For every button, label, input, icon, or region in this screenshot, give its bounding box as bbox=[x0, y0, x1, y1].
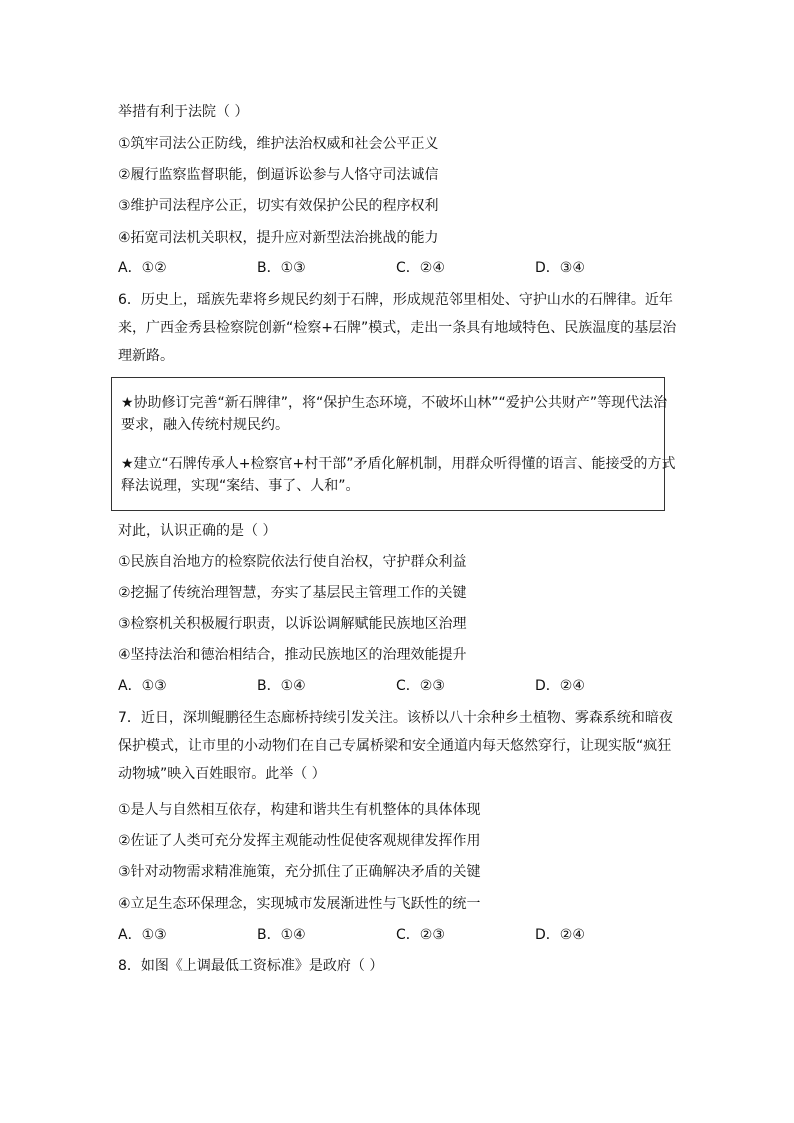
q7-statement-3: ③针对动物需求精准施策，充分抓住了正确解决矛盾的关键 bbox=[118, 864, 481, 880]
q5-statement-3: ③维护司法程序公正，切实有效保护公民的程序权利 bbox=[118, 198, 439, 214]
q5-option-d[interactable]: D．③④ bbox=[535, 260, 585, 276]
q5-statement-2: ②履行监察监督职能，倒逼诉讼参与人恪守司法诚信 bbox=[118, 167, 439, 183]
q5-option-a[interactable]: A．①② bbox=[118, 260, 167, 276]
q5-statement-1: ①筑牢司法公正防线，维护法治权威和社会公平正义 bbox=[118, 136, 439, 152]
q6-box-line-2: 要求，融入传统村规民约。 bbox=[121, 417, 289, 433]
q7-stem-line-1: 7．近日，深圳鲲鹏径生态廊桥持续引发关注。该桥以八十余种乡土植物、雾森系统和暗夜 bbox=[118, 710, 673, 726]
q6-option-b[interactable]: B．①④ bbox=[257, 678, 306, 694]
q6-statement-2: ②挖掘了传统治理智慧，夯实了基层民主管理工作的关键 bbox=[118, 585, 467, 601]
q6-statement-4: ④坚持法治和德治相结合，推动民族地区的治理效能提升 bbox=[118, 647, 467, 663]
q5-option-c[interactable]: C．②④ bbox=[396, 260, 445, 276]
q7-option-d[interactable]: D．②④ bbox=[535, 927, 585, 943]
q5-options bbox=[118, 258, 678, 278]
q6-question: 对此，认识正确的是（ ） bbox=[118, 523, 277, 539]
q6-material-box bbox=[111, 377, 676, 511]
q7-option-b[interactable]: B．①④ bbox=[257, 927, 306, 943]
q5-option-b[interactable]: B．①③ bbox=[257, 260, 306, 276]
q6-statement-3: ③检察机关积极履行职责，以诉讼调解赋能民族地区治理 bbox=[118, 616, 467, 632]
q6-stem-line-3: 理新路。 bbox=[118, 348, 174, 364]
q6-option-d[interactable]: D．②④ bbox=[535, 678, 585, 694]
q7-statement-1: ①是人与自然相互依存，构建和谐共生有机整体的具体体现 bbox=[118, 802, 481, 818]
q6-box-line-3: ★建立“石牌传承人+检察官+村干部”矛盾化解机制，用群众听得懂的语言、能接受的方式 bbox=[121, 456, 676, 472]
q8-stem: 8．如图《上调最低工资标准》是政府（ ） bbox=[118, 958, 384, 974]
q6-box-line-4: 释法说理，实现“案结、事了、人和”。 bbox=[121, 478, 360, 494]
q6-option-a[interactable]: A．①③ bbox=[118, 678, 167, 694]
q6-stem-line-2: 来，广西金秀县检察院创新“检察+石牌”模式，走出一条具有地域特色、民族温度的基层治 bbox=[118, 320, 677, 336]
q6-box-line-1: ★协助修订完善“新石牌律”，将“保护生态环境，不破坏山林”“爱护公共财产”等现代法治 bbox=[121, 395, 668, 411]
q6-option-c[interactable]: C．②③ bbox=[396, 678, 445, 694]
q7-statement-2: ②佐证了人类可充分发挥主观能动性促使客观规律发挥作用 bbox=[118, 833, 481, 849]
q7-stem-line-2: 保护模式，让市里的小动物们在自己专属桥梁和安全通道内每天悠然穿行，让现实版“疯狂 bbox=[118, 738, 672, 754]
q7-option-c[interactable]: C．②③ bbox=[396, 927, 445, 943]
q5-statement-4: ④拓宽司法机关职权，提升应对新型法治挑战的能力 bbox=[118, 230, 439, 246]
q6-options bbox=[118, 676, 678, 696]
q6-stem-line-1: 6．历史上，瑶族先辈将乡规民约刻于石牌，形成规范邻里相处、守护山水的石牌律。近年 bbox=[118, 292, 673, 308]
q6-statement-1: ①民族自治地方的检察院依法行使自治权，守护群众利益 bbox=[118, 554, 467, 570]
q7-stem-line-3: 动物城”映入百姓眼帘。此举（ ） bbox=[118, 766, 326, 782]
q7-option-a[interactable]: A．①③ bbox=[118, 927, 167, 943]
q7-options bbox=[118, 925, 678, 945]
q5-stem: 举措有利于法院（ ） bbox=[118, 104, 249, 120]
q7-statement-4: ④立足生态环保理念，实现城市发展渐进性与飞跃性的统一 bbox=[118, 896, 481, 912]
